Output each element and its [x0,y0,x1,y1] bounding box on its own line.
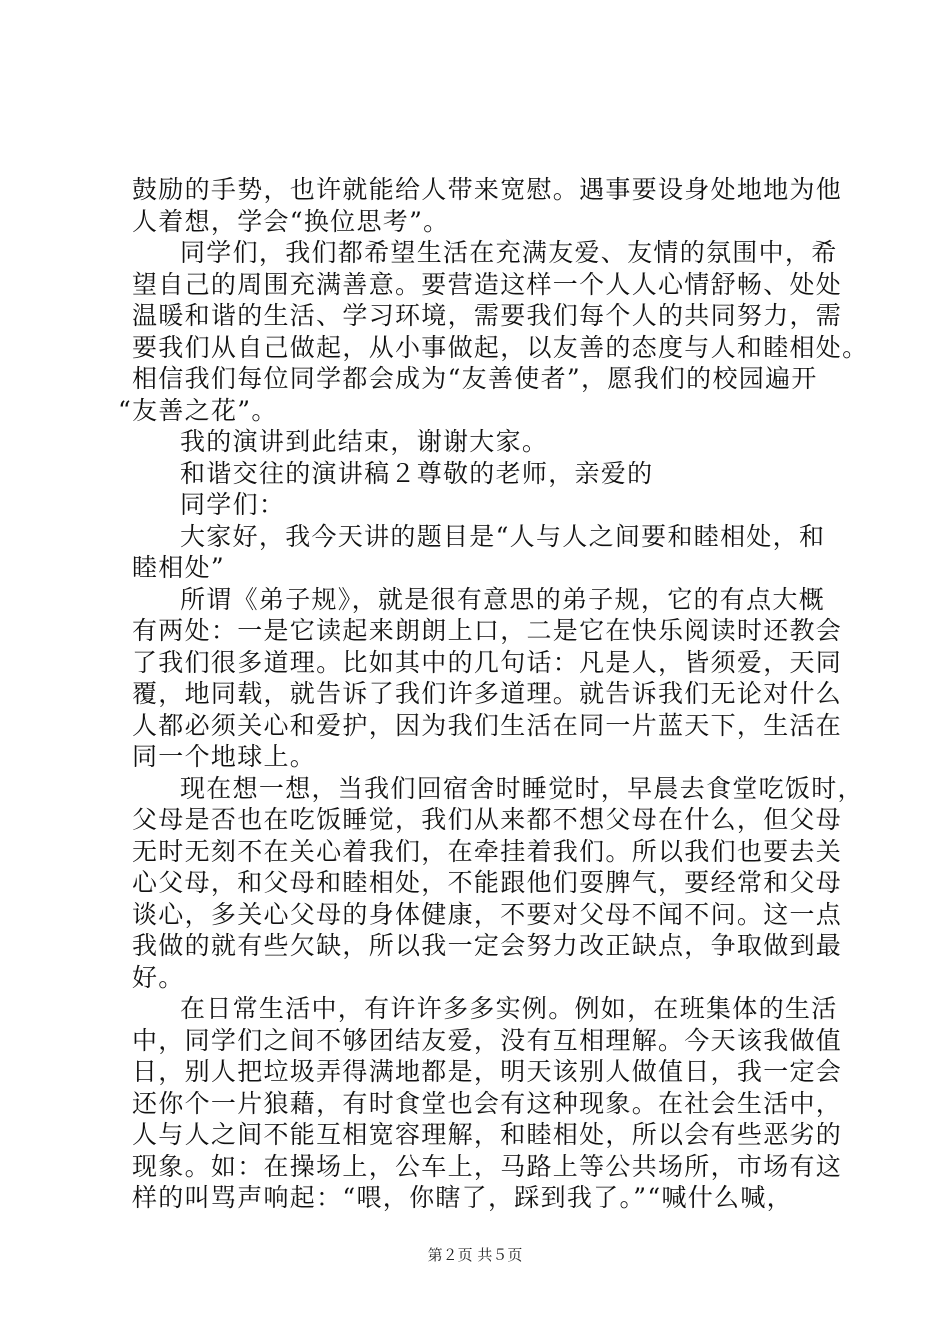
text-line: 睦相处” [132,553,225,582]
text-line: 好。 [132,962,185,992]
text-line: 人都必须关心和爱护，因为我们生活在同一片蓝天下，生活在 [132,710,843,740]
text-line: 人与人之间不能互相宽容理解，和睦相处，所以会有些恶劣的 [132,1120,843,1149]
text-line: 无时无刻不在关心着我们，在牵挂着我们。所以我们也要去关 [132,836,843,866]
text-line: 我做的就有些欠缺，所以我一定会努力改正缺点，争取做到最 [132,931,843,960]
text-line: 所谓《弟子规》，就是很有意思的弟子规，它的有点大概 [180,584,826,614]
text-line: 人着想，学会“换位思考”。 [132,206,450,236]
text-line: 有两处：一是它读起来朗朗上口，二是它在快乐阅读时还教会 [132,616,843,645]
text-line: 鼓励的手势，也许就能给人带来宽慰。遇事要设身处地地为他 [132,175,843,204]
text-line: 现象。如：在操场上，公车上，马路上等公共场所，市场有这 [132,1151,843,1181]
text-line: 相信我们每位同学都会成为“友善使者”，愿我们的校园遍开 [132,364,818,393]
text-line: 在日常生活中，有许许多多实例。例如，在班集体的生活 [180,994,838,1023]
text-line: 还你个一片狼藉，有时食堂也会有这种现象。在社会生活中， [132,1088,843,1118]
page-number-footer: 第２页 共５页 [427,1246,523,1264]
text-line: 心父母，和父母和睦相处，不能跟他们耍脾气，要经常和父母 [132,868,843,897]
text-line: 样的叫骂声响起：“喂，你瞎了，踩到我了。”“喊什么喊， [132,1183,793,1212]
section-title: 和谐交往的演讲稿２尊敬的老师，亲爱的 [180,458,654,488]
text-line: 我的演讲到此结束，谢谢大家。 [180,427,549,456]
text-line: 中，同学们之间不够团结友爱，没有互相理解。今天该我做值 [132,1025,843,1055]
text-line: 要我们从自己做起，从小事做起，以友善的态度与人和睦相处。 [132,332,869,362]
text-line: 望自己的周围充满善意。要营造这样一个人人心情舒畅、处处 [132,269,843,299]
text-line: 同学们： [180,490,286,519]
text-line: 现在想一想，当我们回宿舍时睡觉时，早晨去食堂吃饭时， [180,773,864,803]
text-line: 了我们很多道理。比如其中的几句话：凡是人，皆须爱，天同 [132,647,843,677]
text-line: 谈心，多关心父母的身体健康，不要对父母不闻不问。这一点 [132,899,843,929]
text-line: 同一个地球上。 [132,742,317,771]
text-line: 温暖和谐的生活、学习环境，需要我们每个人的共同努力，需 [132,301,843,330]
text-line: 大家好，我今天讲的题目是“人与人之间要和睦相处，和 [180,521,826,551]
text-line: 同学们，我们都希望生活在充满友爱、友情的氛围中，希 [180,238,838,267]
text-line: 覆，地同载，就告诉了我们许多道理。就告诉我们无论对什么 [132,679,843,708]
text-line: 日，别人把垃圾弄得满地都是，明天该别人做值日，我一定会 [132,1057,843,1086]
text-line: “友善之花”。 [118,395,278,425]
text-line: 父母是否也在吃饭睡觉，我们从来都不想父母在什么，但父母 [132,805,843,834]
